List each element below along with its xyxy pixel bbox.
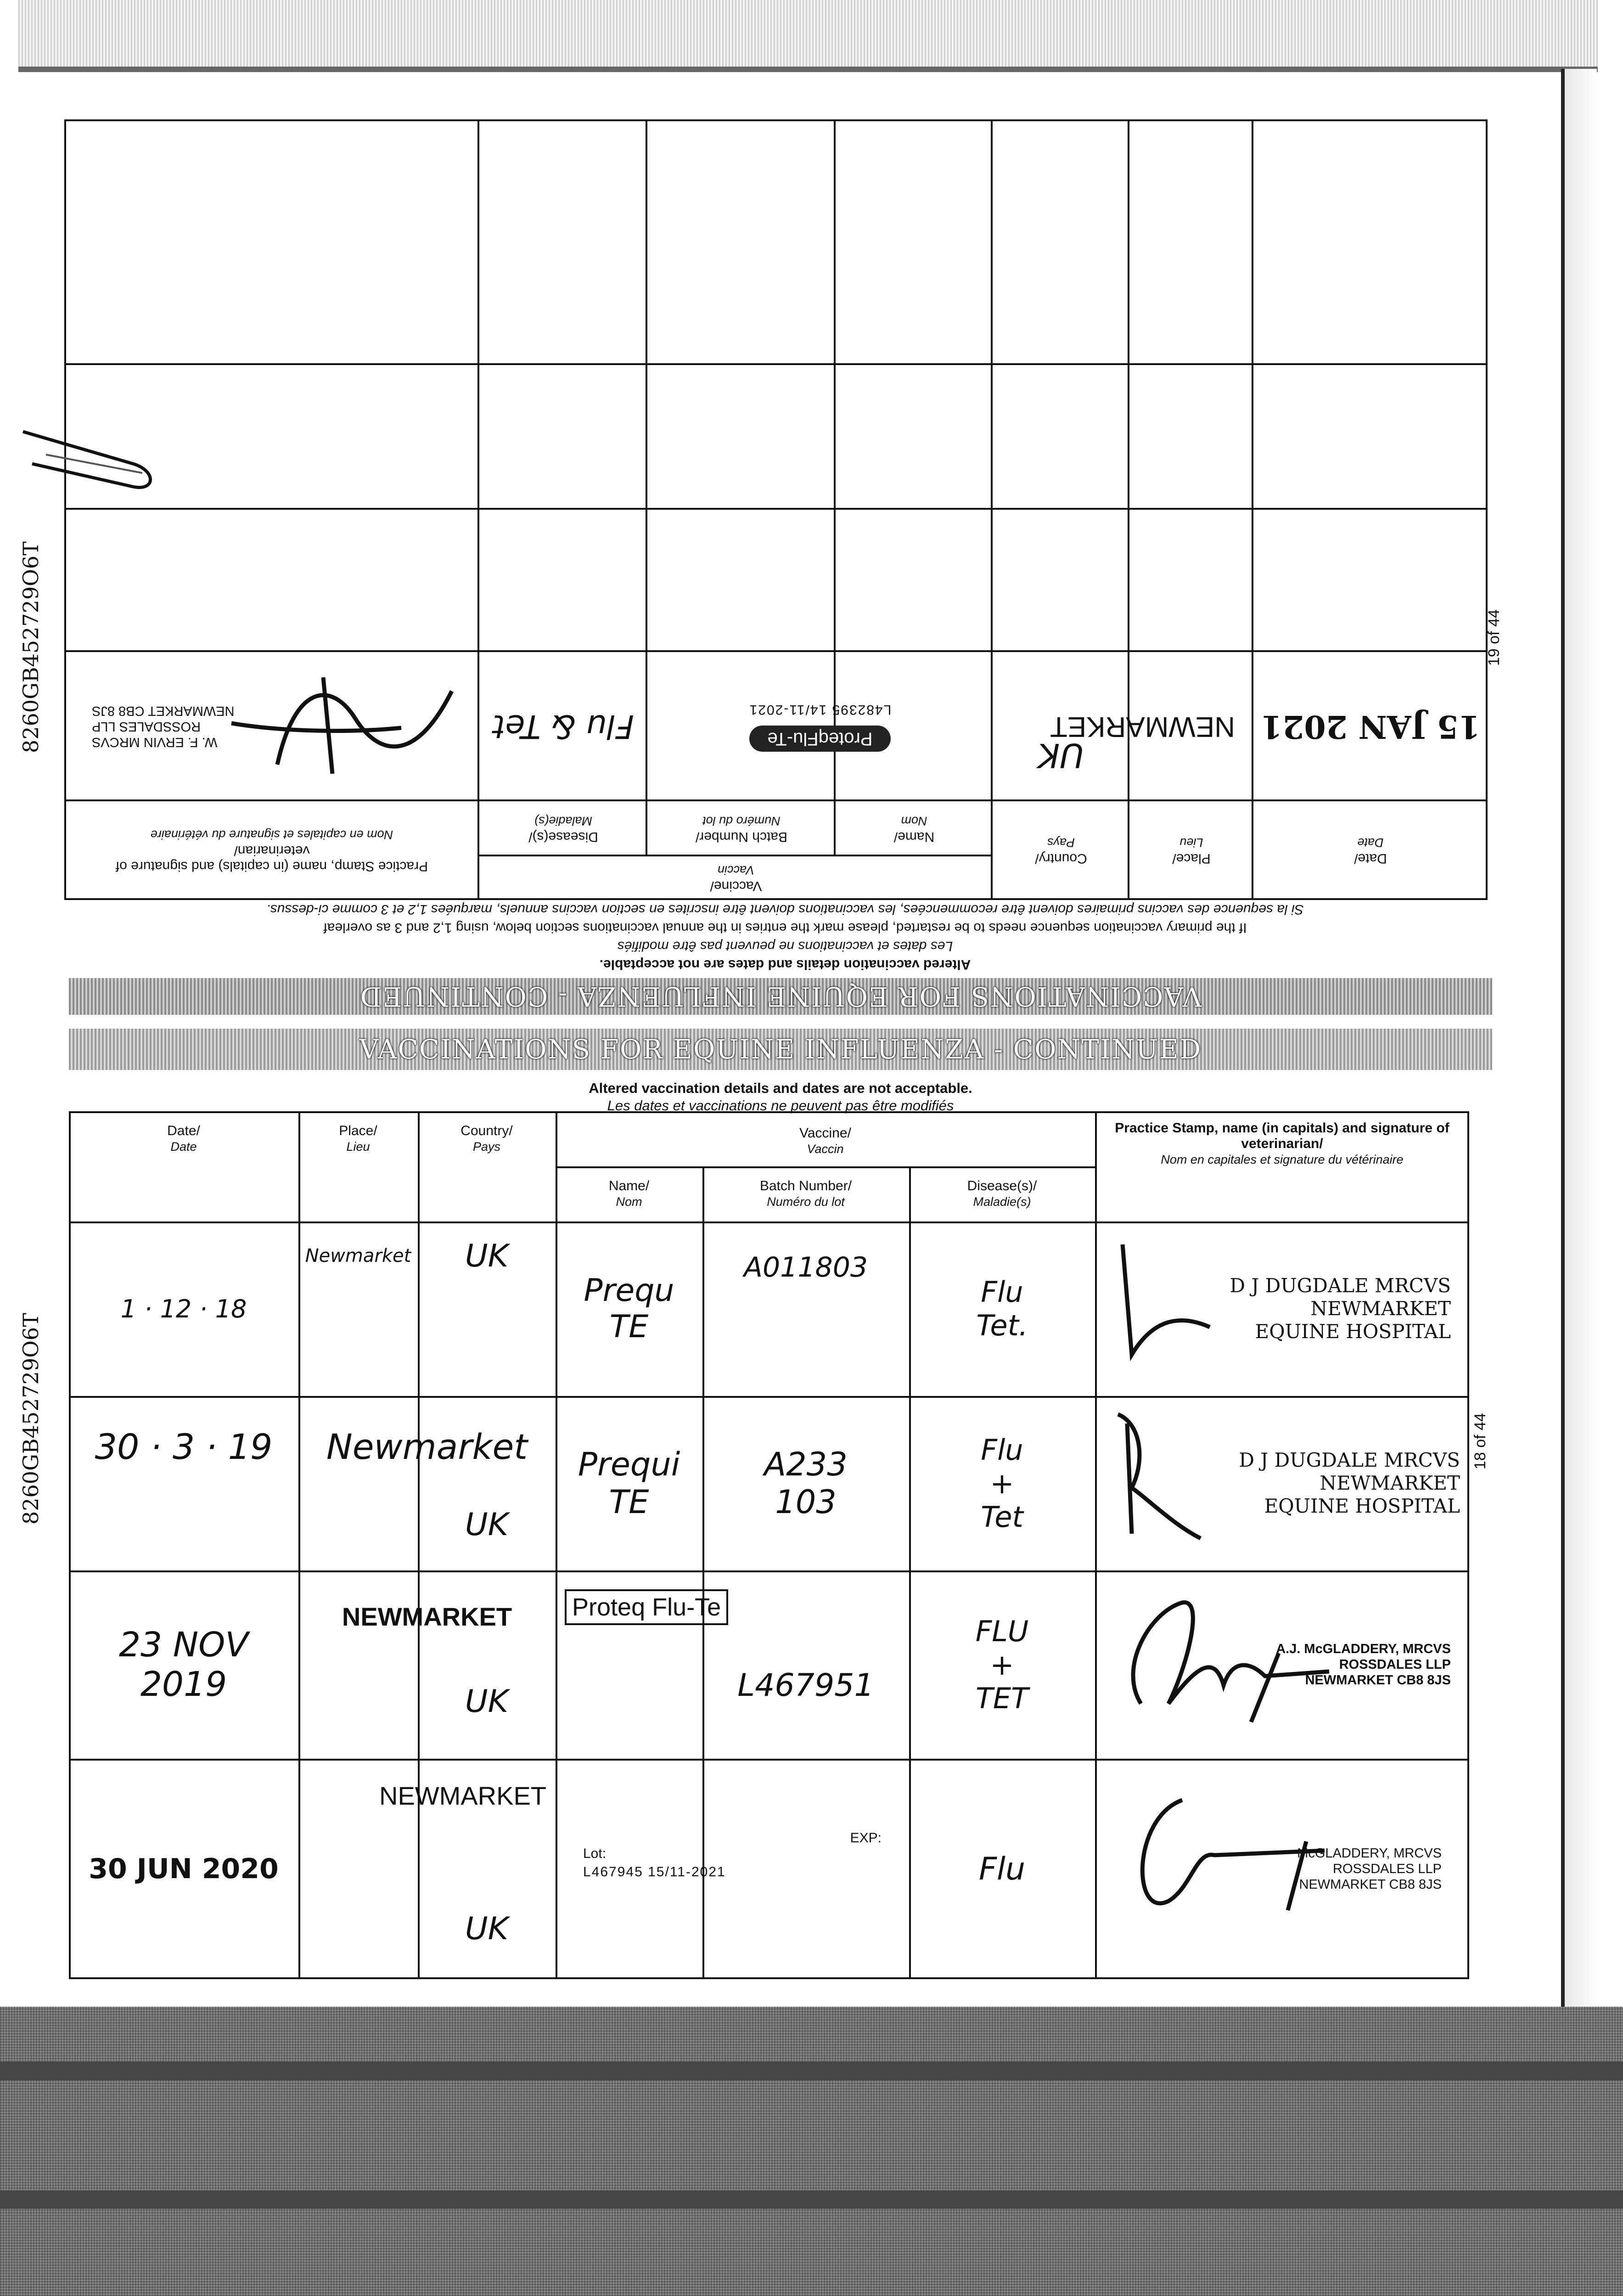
row3-batch: L467951 [737,1667,874,1704]
row2-batch-line-1: A233 [764,1446,848,1483]
lower-header-disease: Disease(s)/ Maladie(s) [967,1178,1037,1209]
row4-stamp-line-2: ROSSDALES LLP [1333,1862,1442,1876]
row3-date [69,1580,298,1750]
row4-vaccine-label [556,1786,909,1924]
scan-band-2 [0,2190,1623,2209]
row1-batch: A011803 [743,1251,868,1283]
row4-place: NEWMARKET [379,1781,546,1810]
upper-doc-id: 8260GB452729O6T [18,541,43,753]
page-right-edge [1561,69,1597,2020]
lower-notice-2: Les dates et vaccinations ne peuvent pas être modifiés [607,1097,954,1114]
row3-disease [909,1580,1095,1750]
upper-header-stamp: Practice Stamp, name (in capitals) and signature of veterinarian/ Nom en capitales et signature du vétérinaire [115,828,428,874]
lower-page-number: 18 of 44 [1471,1413,1489,1469]
row1-name-line-2: TE [609,1309,649,1345]
row1-disease [909,1231,1095,1387]
row4-stamp-line-1: McGLADDERY, MRCVS [1297,1846,1442,1861]
row1-stamp-line-2: NEWMARKET [1310,1297,1451,1320]
row4-signature [1113,1782,1361,1929]
row4-disease: Flu [978,1851,1026,1887]
row4-stamp-line-3: NEWMARKET CB8 8JS [1299,1877,1442,1892]
row2-disease-line-3: Tet [981,1500,1023,1534]
row4-date: 30 JUN 2020 [89,1853,279,1885]
upper-entry-lot: L482395 14/11-2021 [748,702,892,717]
row2-signature [1104,1405,1214,1543]
lower-notice-1: Altered vaccination details and dates are not acceptable. [589,1080,972,1096]
upper-signature [195,673,470,783]
row1-country: UK [465,1238,509,1274]
row4-exp: EXP: [850,1830,882,1846]
scan-band-1 [0,2062,1623,2080]
upper-notice-3: If the primary vaccination sequence needs to be restarted, please mark the entries in the annual vaccinations section below, using 1,2 and 3 as overleaf [323,920,1247,935]
row2-stamp-line-3: EQUINE HOSPITAL [1264,1495,1460,1517]
upper-entry-date: 15 JAN 2021 [1260,708,1481,745]
row2-place: Newmarket [326,1426,528,1467]
upper-stamp-line-3: NEWMARKET CB8 8JS [92,703,235,719]
lower-header-vaccine: Vaccine/ Vaccin [799,1125,851,1156]
row3-name [556,1580,808,1635]
row3-disease-line-2: + [990,1648,1014,1682]
upper-notice-4: Si la sequence des vaccins primaires doivent être recommencées, les vaccinations doivent être inscrites en section vaccins annuels, marquées 1,2 et 3 comme ci-dessus. [266,902,1304,917]
row1-stamp [1095,1221,1469,1396]
upper-stamp-line-1: W. F. ERVIN MRCVS [92,735,218,750]
row2-date: 30 · 3 · 19 [95,1426,273,1467]
row3-stamp-line-3: NEWMARKET CB8 8JS [1305,1673,1451,1688]
lower-doc-id: 8260GB452729O6T [18,1313,43,1525]
row3-disease-line-3: TET [976,1681,1028,1715]
row1-signature [1104,1240,1214,1368]
upper-row-line-3 [64,363,1488,365]
row3-stamp-line-1: A.J. McGLADDERY, MRCVS [1276,1642,1451,1656]
upper-header-name: Name/ Nom [893,814,935,844]
upper-notice-1: Altered vaccination details and dates are not acceptable. [599,957,971,972]
row1-name-line-1: Prequ [584,1272,674,1309]
row2-disease-line-2: + [990,1466,1014,1500]
lower-page-table [69,1111,1469,1979]
upper-row-line-2 [64,508,1488,510]
lower-banner-title: VACCINATIONS FOR EQUINE INFLUENZA - CONTINUED [359,1034,1202,1065]
row3-name-stamp: Proteq Flu-Te [565,1589,728,1625]
upper-header-date: Date/ Date [1354,836,1387,867]
upper-page-number: 19 of 44 [1485,609,1503,666]
upper-banner-title: VACCINATIONS FOR EQUINE INFLUENZA - CONTINUED [359,981,1202,1012]
row1-disease-line-1: Flu [981,1275,1023,1309]
upper-header-vaccine: Vaccine/ Vaccin [710,863,762,894]
row3-place: NEWMARKET [342,1602,512,1631]
upper-page-table [64,119,1488,900]
scan-bottom-edge [0,2007,1623,2296]
row4-lot-label: Lot: [583,1846,607,1861]
row2-name-line-2: TE [609,1483,649,1521]
upper-header-country: Country/ Pays [1035,836,1087,867]
row4-stamp [1095,1759,1469,1979]
upper-entry-place: NEWMARKET [1050,711,1235,743]
upper-header-batch: Batch Number/ Numéro du lot [695,814,788,844]
upper-entry-disease: Flu & Tet [493,708,634,746]
upper-notices [152,895,1419,974]
row4-lot: L467945 15/11-2021 [583,1864,726,1880]
row2-batch-line-2: 103 [775,1483,837,1521]
lower-header-batch: Batch Number/ Numéro du lot [759,1178,852,1209]
row3-date-line-1: 23 NOV [119,1625,248,1665]
row2-disease [909,1405,1095,1561]
upper-stamp-line-2: ROSSDALES LLP [92,719,201,734]
row2-stamp-line-1: D J DUGDALE MRCVS [1239,1449,1460,1471]
upper-header-place: Place/ Lieu [1172,836,1211,867]
upper-header-disease: Disease(s)/ Maladie(s) [528,814,598,844]
row1-date: 1 · 12 · 18 [120,1294,247,1323]
lower-header-country: Country/ Pays [461,1123,513,1154]
row3-stamp [1095,1570,1469,1759]
upper-entry-stamp [64,652,479,801]
lower-header-name: Name/ Nom [608,1178,650,1209]
row2-country: UK [465,1506,509,1543]
row3-signature [1113,1584,1352,1740]
upper-entry-country: UK [1038,736,1084,775]
lower-header-place: Place/ Lieu [339,1123,377,1154]
vaccine-sticker: ProteqFlu-Te [749,726,891,752]
upper-banner [69,978,1492,1015]
lower-banner [69,1029,1492,1070]
row3-disease-line-1: FLU [975,1614,1029,1648]
lower-header-stamp: Practice Stamp, name (in capitals) and signature of veterinarian/ Nom en capitales et signature du vétérinaire [1115,1120,1449,1166]
row1-disease-line-2: Tet. [976,1309,1028,1342]
row1-name [556,1231,702,1387]
row2-batch [702,1405,909,1561]
row2-disease-line-1: Flu [981,1433,1023,1467]
row1-stamp-line-1: D J DUGDALE MRCVS [1230,1274,1451,1297]
row4-country: UK [465,1910,509,1947]
upper-entry-vaccine-label [647,652,993,801]
scan-top-edge [18,0,1598,72]
lower-header-date: Date/ Date [167,1123,200,1154]
row3-date-line-2: 2019 [140,1665,227,1704]
row2-name-line-1: Prequi [578,1446,680,1483]
row3-stamp-line-2: ROSSDALES LLP [1339,1657,1451,1672]
row2-name [556,1405,702,1561]
row1-place: Newmarket [305,1245,411,1266]
upper-notice-2: Les dates et vaccinations ne peuvent pas être modifiés [617,939,953,954]
row3-country: UK [465,1683,509,1720]
row1-stamp-line-3: EQUINE HOSPITAL [1255,1320,1451,1343]
paper-clip-icon [18,422,165,491]
row2-stamp [1095,1396,1469,1570]
row2-stamp-line-2: NEWMARKET [1320,1472,1460,1494]
